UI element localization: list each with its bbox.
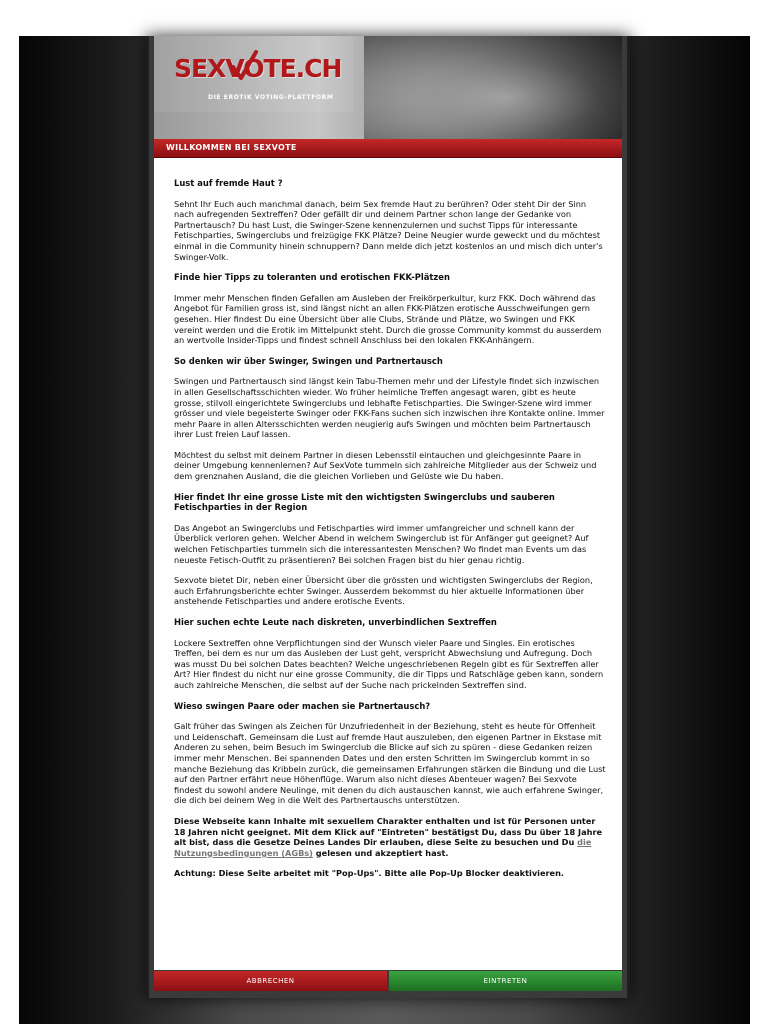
- paragraph: Möchtest du selbst mit deinem Partner in diesen Lebensstil eintauchen und gleichgesinnte Paare in deiner Umgebung kennenlernen? Auf SexVote tummeln sich zahlreiche Mitglieder aus der Schweiz und dem grenznahen Ausland, die die gleichen Vorlieben und Gelüste wie Du haben.: [174, 449, 597, 482]
- paragraph: Sehnt Ihr Euch auch manchmal danach, beim Sex fremde Haut zu berühren? Oder steht Dir der Sinn nach aufregenden Sextreffen? Oder gefällt dir und deinem Partner schon lange der Gedanke von Partnertausch? Du hast Lust, die Swinger-Szene kennenzulernen und suchst Tipps für interessante Fetischparties, Swingerclubs und freizügige FKK Plätze? Deine Neugier wurde geweckt und du möchtest einmal in die Community hinein schnuppern? Dann melde dich jetzt kostenlos an und misch dich unter's Swinger-Volk.: [174, 198, 603, 262]
- paragraph: Lockere Sextreffen ohne Verpflichtungen sind der Wunsch vieler Paare und Singles. Ein erotisches Treffen, bei dem es nur um das Ausleben der Lust geht, verspricht Abwechslung und Aufregung. Doch was musst Du bei solchen Dates beachten? Welche ungeschriebenen Regeln gibt es für Sextreffen aller Art? Hier findest du nicht nur eine grosse Community, die dir Tipps und Ratschläge geben kann, sondern auch zahlreiche Menschen, die selbst auf der Suche nach prickelnden Sextreffen sind.: [174, 637, 604, 690]
- paragraph: Das Angebot an Swingerclubs und Fetischparties wird immer umfangreicher und schnell kann der Überblick verloren gehen. Welcher Abend in welchem Swingerclub ist für Anfänger gut geeignet? Auf welchen Fetischparties tummeln sich die interessantesten Menschen? Wo findet man Events um das neueste Fetisch-Outfit zu präsentieren? Bei solchen Fragen bist du hier genau richtig.: [174, 522, 589, 565]
- header-photo-placeholder: [364, 36, 622, 139]
- section-heading: Lust auf fremde Haut ?: [174, 178, 283, 188]
- checkmark-icon: [230, 50, 258, 82]
- section-heading: Hier findet Ihr eine grosse Liste mit den wichtigsten Swingerclubs und sauberen Fetischparties in der Region: [174, 491, 555, 513]
- logo-area[interactable]: [154, 36, 354, 112]
- section-heading: Finde hier Tipps zu toleranten und erotischen FKK-Plätzen: [174, 272, 450, 283]
- action-buttons: [154, 971, 622, 991]
- welcome-bar: [154, 139, 622, 158]
- site-header: [154, 36, 622, 139]
- site-tagline: DIE EROTIK VOTING-PLATTFORM: [208, 94, 334, 101]
- paragraph: Sexvote bietet Dir, neben einer Übersicht über die grössten und wichtigsten Swingerclubs der Region, auch Erfahrungsberichte echter Swinger. Ausserdem bekommst du hier aktuelle Informationen über anstehende Fetischparties und andere erotische Events.: [174, 575, 593, 607]
- main-content: [154, 158, 622, 970]
- enter-button[interactable]: EINTRETEN: [389, 971, 622, 991]
- popup-notice: Achtung: Diese Seite arbeitet mit "Pop-Ups". Bitte alle Pop-Up Blocker deaktivieren.: [174, 868, 565, 879]
- paragraph: Immer mehr Menschen finden Gefallen am Ausleben der Freikörperkultur, kurz FKK. Doch während das Angebot für Familien gross ist, sind längst nicht an allen FKK-Plätzen erotische Ausschweifungen gern gesehen. Hier findest Du eine Übersicht über alle Clubs, Strände und Plätze, wo Swingen und FKK vereint werden und die Erotik im Mittelpunkt steht. Durch die grosse Community kommst du ausserdem an wertvolle Insider-Tipps und findest schnell Anschluss bei den lokalen FKK-Anhängern.: [174, 292, 602, 346]
- paragraph: Swingen und Partnertausch sind längst kein Tabu-Themen mehr und der Lifestyle findet sich inzwischen in allen Gesellschaftsschichten wieder. Wo früher heimliche Treffen angesagt waren, gibt es heute grosse, stilvoll eingerichtete Swingerclubs und lebhafte Fetischparties. Die Swinger-Szene wird immer grösser und viele begeisterte Swinger oder FKK-Fans suchen sich inzwischen ihre Kontakte online. Immer mehr Paare in allen Altersschichten werden neugierig aufs Swingen und möchten beim Partnertausch ihrer Lust freien Lauf lassen.: [174, 376, 605, 440]
- section-heading: So denken wir über Swinger, Swingen und Partnertausch: [174, 355, 443, 366]
- section-heading: Hier suchen echte Leute nach diskreten, unverbindlichen Sextreffen: [174, 617, 497, 627]
- age-warning-text: Diese Webseite kann Inhalte mit sexuellem Charakter enthalten und ist für Personen unter 18 Jahren nicht geeignet. Mit dem Klick auf "Eintreten" bestätigst Du, dass Du über 18 Jahre alt bist, dass die Gesetze Deines Landes Dir erlauben, diese Seite zu besuchen und Du: [174, 815, 603, 848]
- site-frame: [146, 36, 630, 998]
- age-warning: [174, 816, 606, 858]
- section-heading: Wieso swingen Paare oder machen sie Partnertausch?: [174, 700, 431, 711]
- age-warning-text-end: gelesen und akzeptiert hast.: [312, 847, 449, 858]
- welcome-title: WILLKOMMEN BEI SEXVOTE: [166, 143, 297, 152]
- article: [154, 158, 622, 879]
- terms-link[interactable]: die Nutzungsbedingungen (AGBs): [174, 837, 592, 858]
- cancel-button[interactable]: ABBRECHEN: [154, 971, 387, 991]
- site-logo: SEXVOTE.CH: [174, 54, 342, 83]
- paragraph: Galt früher das Swingen als Zeichen für Unzufriedenheit in der Beziehung, steht es heute für Offenheit und Leidenschaft. Gemeinsam die Lust auf fremde Haut auszuleben, den eigenen Partner in Ekstase mit Anderen zu sehen, beim Besuch im Swingerclub die Blicke auf sich zu spüren - diese Gedanken reizen immer mehr Menschen. Bei spannenden Dates und den ersten Schritten im Swingerclub kommt in so manche Beziehung das Kribbeln zurück, die gemeinsamen Erfahrungen stärken die Bindung und die Lust auf den Partner erfährt neue Höhenflüge. Warum also nicht dieses Abenteuer wagen? Bei Sexvote findest du sowohl andere Neulinge, mit denen du dich austauschen kannst, wie auch erfahrene Swinger, die dich bei deinem Weg in die Welt des Partnertauschs unterstützen.: [174, 721, 606, 806]
